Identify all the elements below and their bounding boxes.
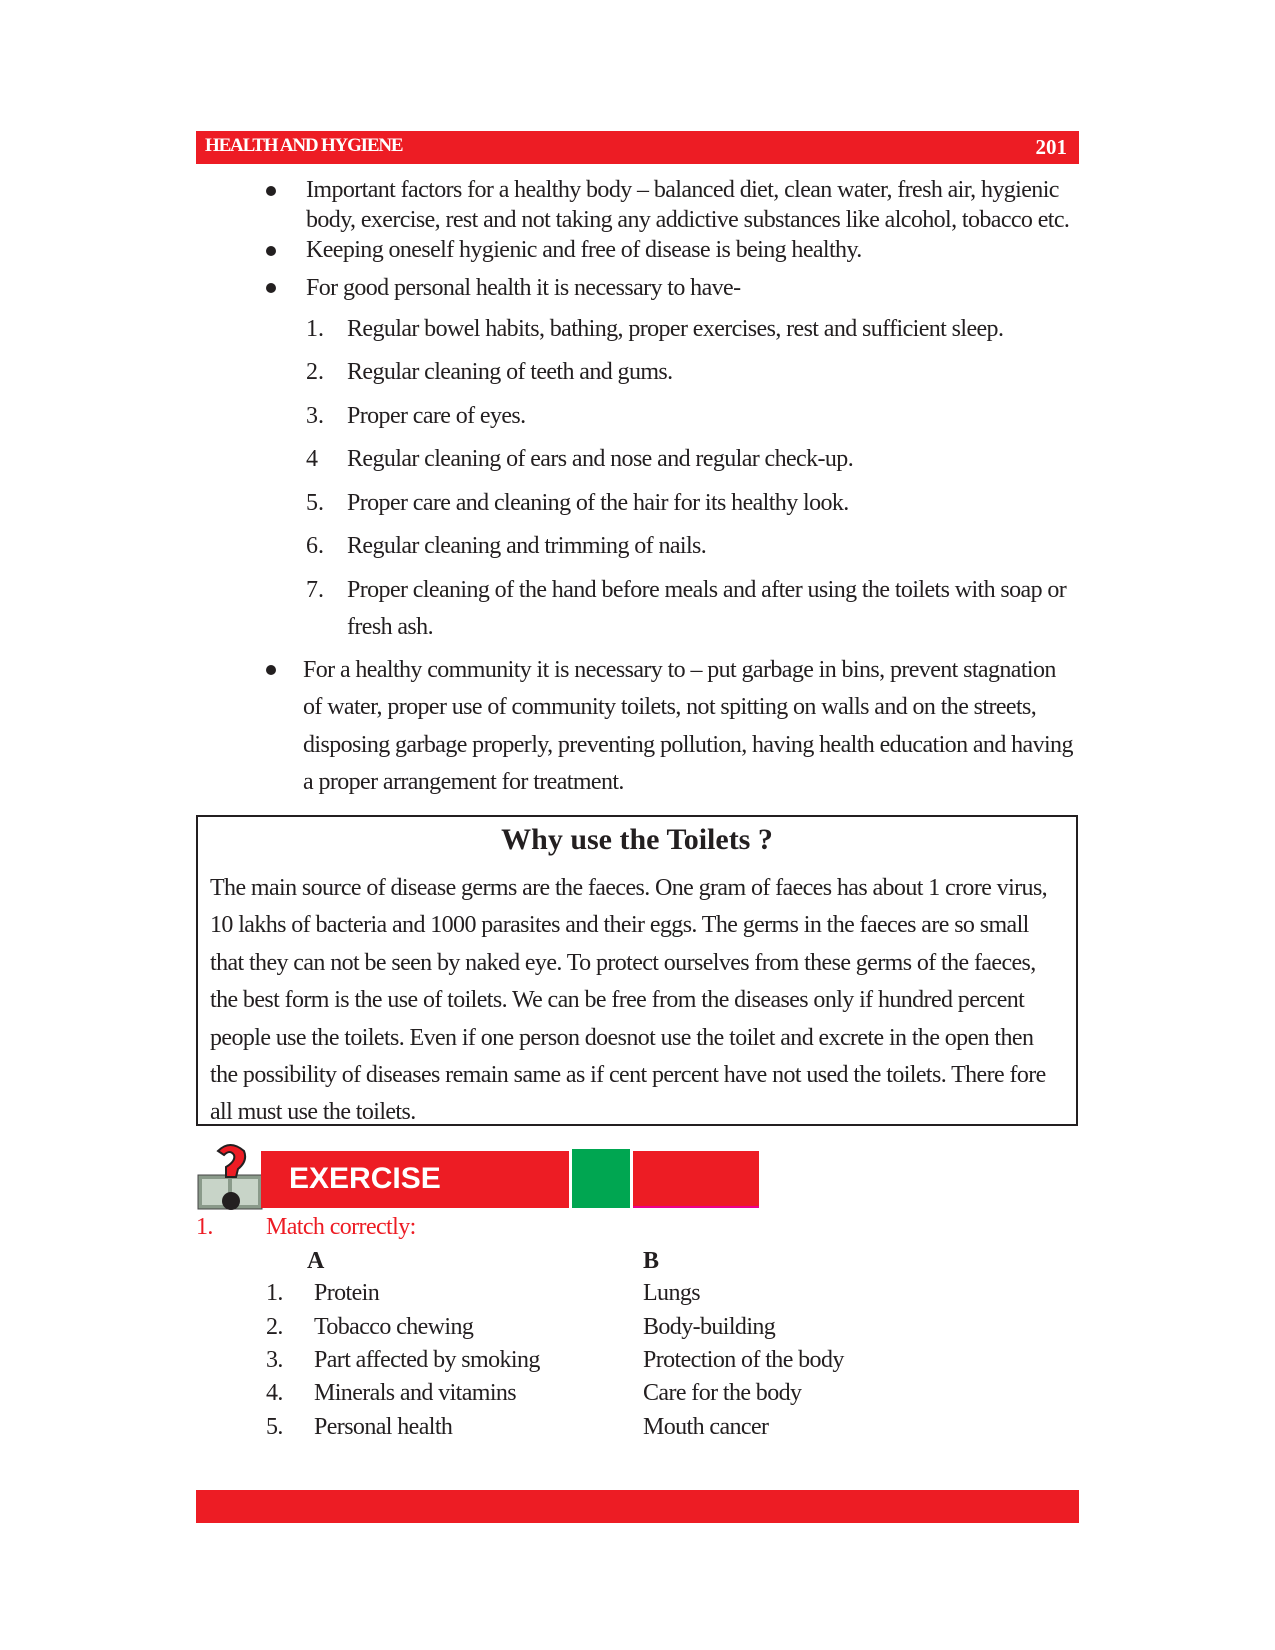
exercise-banner-green-block [572,1149,630,1208]
list-number: 2. [306,359,324,385]
question-number: 1. [196,1214,213,1240]
match-item-b: Care for the body [643,1380,802,1406]
list-item: Regular cleaning of ears and nose and regular check-up. [347,446,854,472]
info-box-line: The main source of disease germs are the faeces. One gram of faeces has about 1 crore virus, [210,875,1048,901]
info-box-line: 10 lakhs of bacteria and 1000 parasites and their eggs. The germs in the faeces are so small [210,912,1029,938]
bullet-dot [266,665,276,675]
list-number: 4 [306,446,318,472]
list-number: 6. [306,533,324,559]
bullet-dot [266,246,276,256]
info-box-line: that they can not be seen by naked eye. To protect ourselves from these germs of the faeces, [210,950,1036,976]
match-item-a: Protein [314,1280,380,1306]
page-number: 201 [1035,135,1067,159]
info-box-title: Why use the Toilets ? [501,823,773,856]
list-item: Regular cleaning and trimming of nails. [347,533,707,559]
bullet-text: For good personal health it is necessary to have- [306,275,741,301]
header-title: HEALTH AND HYGIENE [205,135,403,156]
list-item: Proper care of eyes. [347,403,526,429]
match-item-b: Mouth cancer [643,1414,769,1440]
bullet-text: For a healthy community it is necessary to – put garbage in bins, prevent stagnation [303,657,1056,683]
bullet-text: Important factors for a healthy body – balanced diet, clean water, fresh air, hygienic [306,177,1059,203]
match-item-a: Personal health [314,1414,453,1440]
list-item-continued: fresh ash. [347,614,433,640]
list-number: 7. [306,577,324,603]
exercise-banner-red-block [633,1151,759,1208]
column-header-a: A [307,1248,324,1274]
exercise-title: EXERCISE [289,1162,441,1195]
match-row-number: 4. [266,1380,283,1406]
list-item: Proper care and cleaning of the hair for its healthy look. [347,490,849,516]
match-row-number: 5. [266,1414,283,1440]
info-box-line: people use the toilets. Even if one person doesnot use the toilet and excrete in the open then [210,1025,1034,1051]
question-text: Match correctly: [266,1214,416,1240]
match-item-a: Tobacco chewing [314,1314,474,1340]
column-header-b: B [643,1248,659,1274]
list-item: Regular bowel habits, bathing, proper exercises, rest and sufficient sleep. [347,316,1004,342]
footer-bar [196,1490,1079,1523]
exercise-icon [196,1141,266,1215]
info-box-line: all must use the toilets. [210,1099,416,1125]
match-row-number: 3. [266,1347,283,1373]
bullet-text: a proper arrangement for treatment. [303,769,624,795]
match-row-number: 1. [266,1280,283,1306]
bullet-text: body, exercise, rest and not taking any addictive substances like alcohol, tobacco etc. [306,207,1070,233]
bullet-dot [266,283,276,293]
match-item-b: Body-building [643,1314,776,1340]
match-item-b: Protection of the body [643,1347,844,1373]
list-number: 5. [306,490,324,516]
match-item-a: Minerals and vitamins [314,1380,517,1406]
bullet-text: Keeping oneself hygienic and free of disease is being healthy. [306,237,862,263]
info-box-line: the best form is the use of toilets. We can be free from the diseases only if hundred percent [210,987,1025,1013]
match-item-a: Part affected by smoking [314,1347,540,1373]
info-box-line: the possibility of diseases remain same as if cent percent have not used the toilets. There fore [210,1062,1046,1088]
info-box-toilets [196,815,1078,1126]
list-number: 1. [306,316,324,342]
match-item-b: Lungs [643,1280,701,1306]
list-item: Proper cleaning of the hand before meals and after using the toilets with soap or [347,577,1067,603]
list-number: 3. [306,403,324,429]
bullet-text: of water, proper use of community toilets, not spitting on walls and on the streets, [303,694,1037,720]
list-item: Regular cleaning of teeth and gums. [347,359,673,385]
bullet-text: disposing garbage properly, preventing pollution, having health education and having [303,732,1073,758]
match-row-number: 2. [266,1314,283,1340]
bullet-dot [266,186,276,196]
